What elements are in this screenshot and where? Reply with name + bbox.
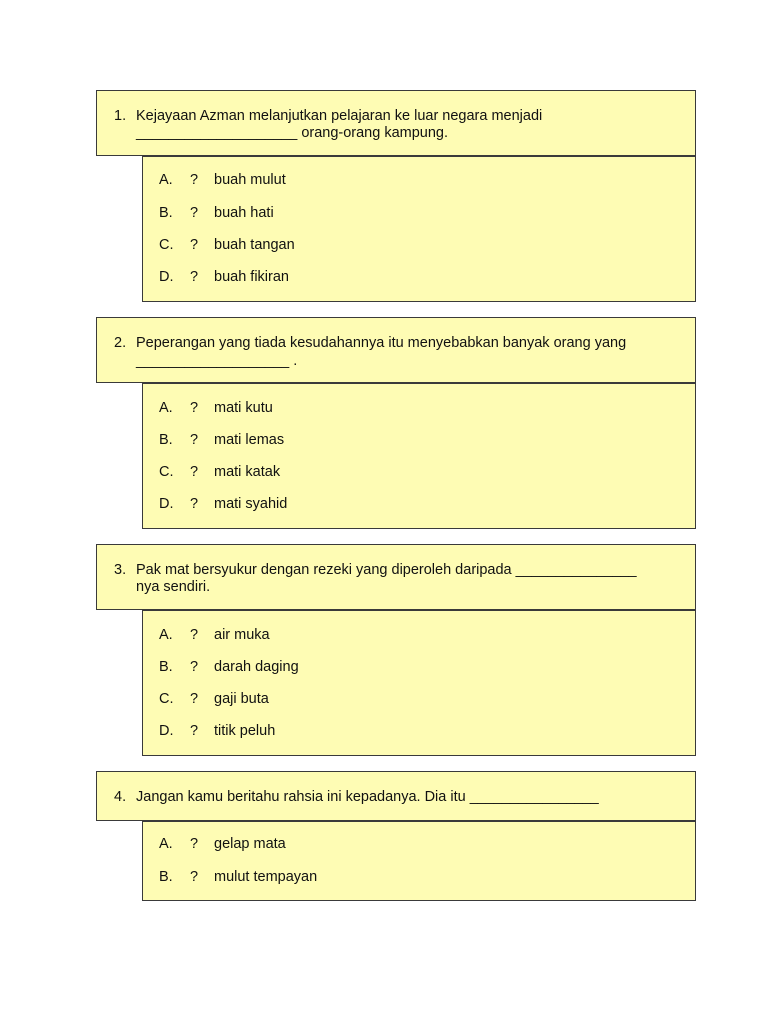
option-letter: D. [159, 496, 174, 512]
option-b[interactable] [143, 868, 695, 886]
option-c[interactable] [143, 690, 695, 708]
option-marker: ? [190, 269, 199, 285]
question-text-line-1: Peperangan yang tiada kesudahannya itu menyebabkan banyak orang yang [136, 335, 627, 351]
option-d[interactable] [143, 268, 695, 286]
option-marker: ? [190, 237, 199, 253]
option-marker: ? [190, 691, 199, 707]
option-text: titik peluh [214, 723, 276, 739]
option-text: darah daging [214, 659, 299, 675]
option-marker: ? [190, 659, 199, 675]
option-a[interactable] [143, 171, 695, 189]
question-2-options [142, 383, 696, 529]
question-4-options [142, 821, 696, 901]
option-text: mulut tempayan [214, 869, 318, 885]
option-letter: B. [159, 659, 173, 675]
option-letter: C. [159, 237, 174, 253]
question-1-box [96, 90, 696, 156]
option-marker: ? [190, 836, 199, 852]
question-text-line-1: Jangan kamu beritahu rahsia ini kepadanya. Dia itu ________________ [136, 789, 599, 805]
question-number: 2. [114, 335, 127, 351]
question-text-line-1: Pak mat bersyukur dengan rezeki yang diperoleh daripada _______________ [136, 562, 637, 578]
option-text: gaji buta [214, 691, 269, 707]
option-text: buah fikiran [214, 269, 289, 285]
option-text: air muka [214, 627, 270, 643]
option-marker: ? [190, 205, 199, 221]
question-3-box [96, 544, 696, 610]
question-number: 4. [114, 789, 127, 805]
option-c[interactable] [143, 463, 695, 481]
question-text-line-1: Kejayaan Azman melanjutkan pelajaran ke luar negara menjadi [136, 108, 543, 124]
option-text: buah mulut [214, 172, 286, 188]
option-d[interactable] [143, 495, 695, 513]
option-text: mati syahid [214, 496, 288, 512]
option-text: mati katak [214, 464, 281, 480]
option-b[interactable] [143, 658, 695, 676]
option-marker: ? [190, 464, 199, 480]
option-letter: A. [159, 627, 173, 643]
question-text-line-2: ____________________ orang-orang kampung. [136, 125, 449, 141]
option-marker: ? [190, 723, 199, 739]
question-text-line-2: ___________________ . [136, 353, 298, 369]
option-marker: ? [190, 627, 199, 643]
option-a[interactable] [143, 399, 695, 417]
option-b[interactable] [143, 204, 695, 222]
option-d[interactable] [143, 722, 695, 740]
question-1-options [142, 156, 696, 302]
option-text: buah hati [214, 205, 274, 221]
option-letter: A. [159, 836, 173, 852]
question-number: 3. [114, 562, 127, 578]
option-marker: ? [190, 432, 199, 448]
question-4-box [96, 771, 696, 821]
option-letter: B. [159, 432, 173, 448]
option-letter: B. [159, 205, 173, 221]
option-marker: ? [190, 172, 199, 188]
option-letter: D. [159, 723, 174, 739]
option-c[interactable] [143, 236, 695, 254]
option-text: gelap mata [214, 836, 286, 852]
option-letter: A. [159, 172, 173, 188]
question-3-options [142, 610, 696, 756]
option-marker: ? [190, 496, 199, 512]
option-a[interactable] [143, 835, 695, 853]
option-letter: C. [159, 691, 174, 707]
option-text: mati lemas [214, 432, 285, 448]
option-a[interactable] [143, 626, 695, 644]
option-letter: B. [159, 869, 173, 885]
option-letter: D. [159, 269, 174, 285]
option-text: buah tangan [214, 237, 295, 253]
option-letter: C. [159, 464, 174, 480]
question-number: 1. [114, 108, 127, 124]
option-marker: ? [190, 869, 199, 885]
option-letter: A. [159, 400, 173, 416]
option-b[interactable] [143, 431, 695, 449]
question-text-line-2: nya sendiri. [136, 579, 211, 595]
question-2-box [96, 317, 696, 383]
option-marker: ? [190, 400, 199, 416]
option-text: mati kutu [214, 400, 273, 416]
